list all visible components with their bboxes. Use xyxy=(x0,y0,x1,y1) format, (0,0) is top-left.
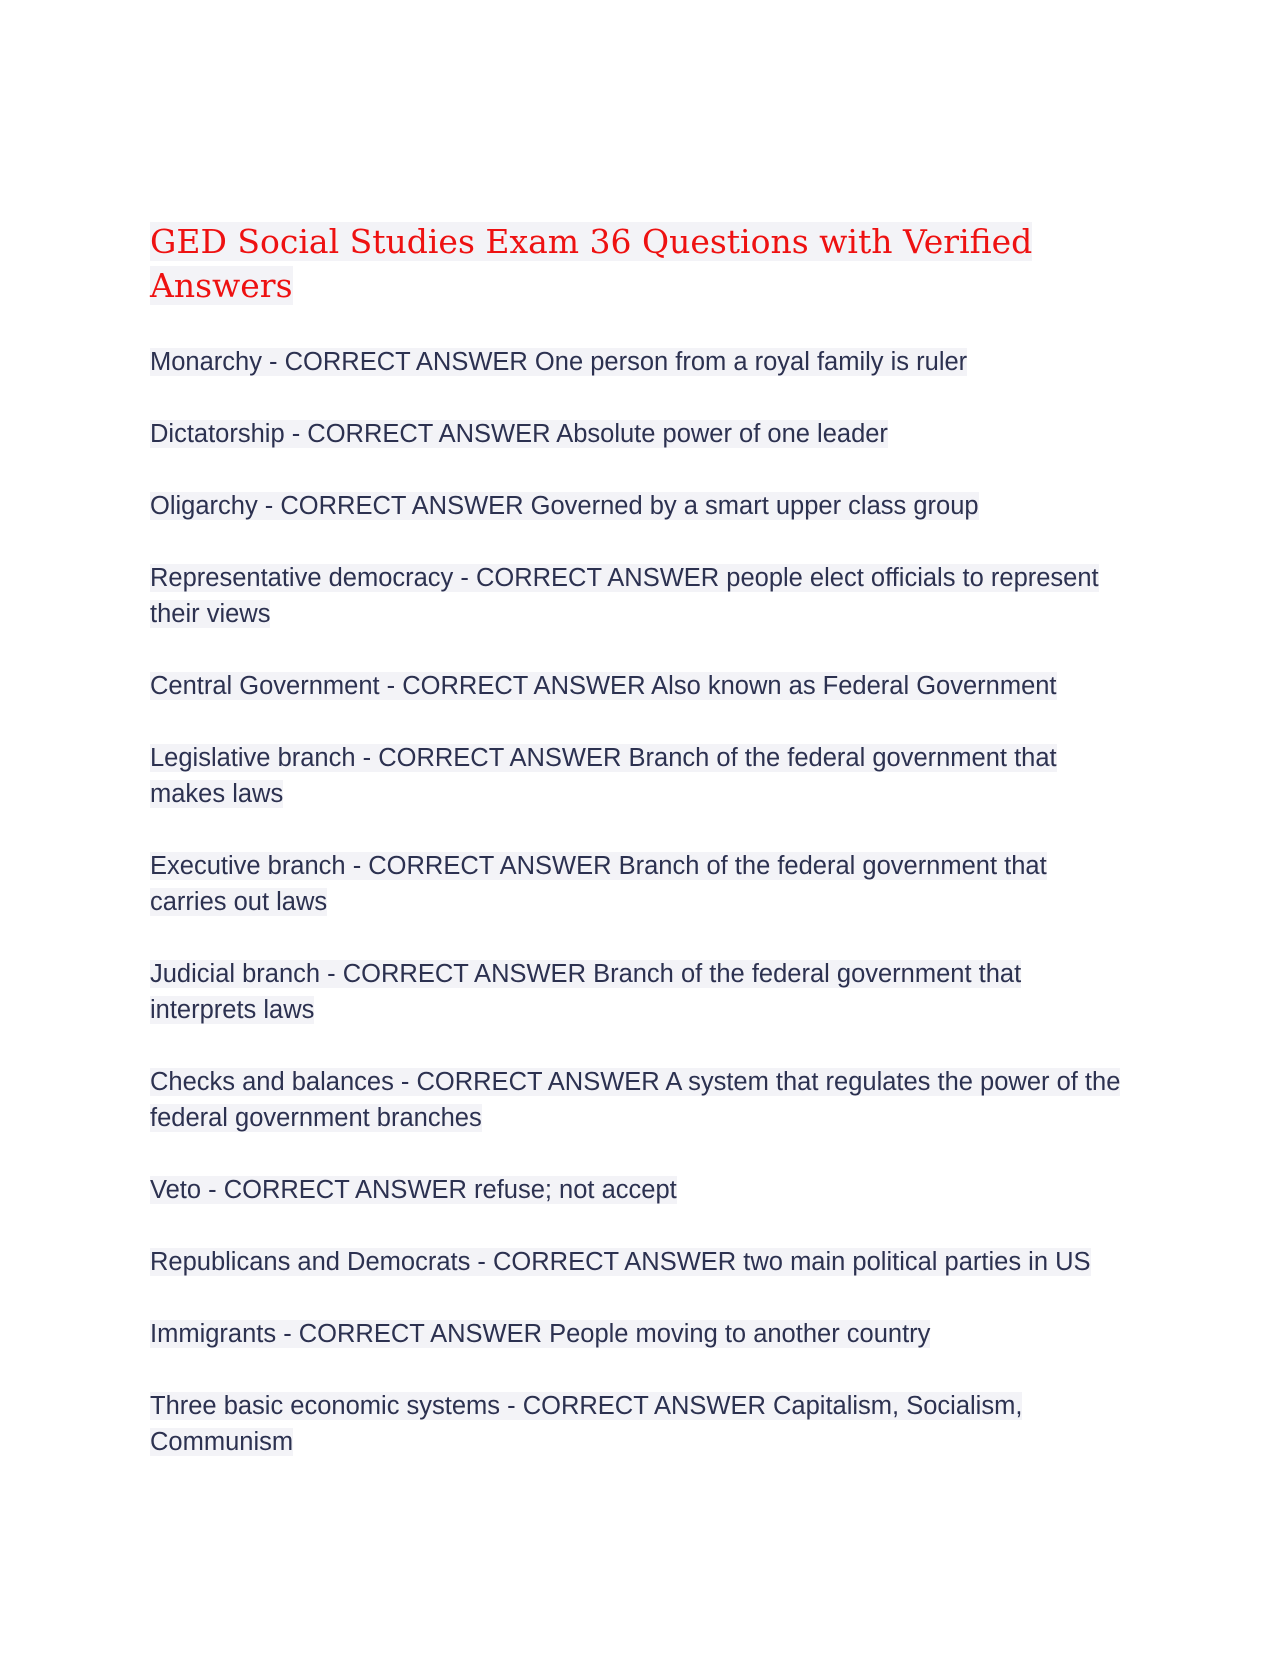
qa-item-text: Veto - CORRECT ANSWER refuse; not accept xyxy=(150,1176,677,1204)
qa-item-central-government xyxy=(150,668,1130,704)
qa-item-oligarchy xyxy=(150,488,1130,524)
qa-item-judicial-branch xyxy=(150,956,1130,1028)
document-title-text: GED Social Studies Exam 36 Questions with Verified Answers xyxy=(150,222,1033,305)
qa-item-executive-branch xyxy=(150,848,1130,920)
document-page xyxy=(150,220,1130,1496)
qa-item-text: Oligarchy - CORRECT ANSWER Governed by a smart upper class group xyxy=(150,492,979,520)
document-title xyxy=(150,220,1130,308)
qa-item-text: Three basic economic systems - CORRECT ANSWER Capitalism, Socialism, Communism xyxy=(150,1392,1023,1456)
qa-item-checks-and-balances xyxy=(150,1064,1130,1136)
qa-item-text: Representative democracy - CORRECT ANSWER people elect officials to represent their views xyxy=(150,564,1099,628)
qa-item-text: Judicial branch - CORRECT ANSWER Branch of the federal government that interprets laws xyxy=(150,960,1022,1024)
qa-item-republicans-and-democrats xyxy=(150,1244,1130,1280)
qa-item-text: Immigrants - CORRECT ANSWER People moving to another country xyxy=(150,1320,931,1348)
qa-item-veto xyxy=(150,1172,1130,1208)
qa-item-legislative-branch xyxy=(150,740,1130,812)
qa-item-economic-systems xyxy=(150,1388,1130,1460)
qa-item-text: Monarchy - CORRECT ANSWER One person from a royal family is ruler xyxy=(150,348,968,376)
qa-item-text: Legislative branch - CORRECT ANSWER Branch of the federal government that makes laws xyxy=(150,744,1057,808)
qa-item-text: Dictatorship - CORRECT ANSWER Absolute power of one leader xyxy=(150,420,888,448)
qa-item-immigrants xyxy=(150,1316,1130,1352)
qa-item-text: Checks and balances - CORRECT ANSWER A system that regulates the power of the federal government branches xyxy=(150,1068,1121,1132)
qa-item-representative-democracy xyxy=(150,560,1130,632)
qa-item-text: Executive branch - CORRECT ANSWER Branch of the federal government that carries out laws xyxy=(150,852,1047,916)
qa-item-text: Central Government - CORRECT ANSWER Also known as Federal Government xyxy=(150,672,1057,700)
qa-item-dictatorship xyxy=(150,416,1130,452)
qa-item-text: Republicans and Democrats - CORRECT ANSWER two main political parties in US xyxy=(150,1248,1091,1276)
qa-item-monarchy xyxy=(150,344,1130,380)
